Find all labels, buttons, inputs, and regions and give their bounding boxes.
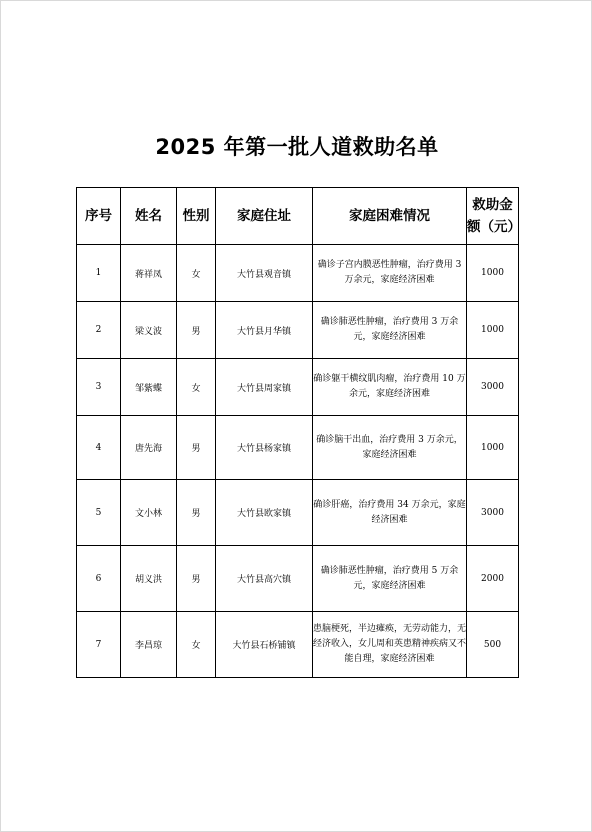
cell-name: 邹紫蝶 (121, 359, 177, 416)
header-name: 姓名 (121, 188, 177, 245)
cell-no: 2 (77, 302, 121, 359)
cell-no: 7 (77, 612, 121, 678)
cell-no: 5 (77, 480, 121, 546)
cell-situation: 患脑梗死，半边瘫痪，无劳动能力，无经济收入，女儿周和英患精神疾病又不能自理，家庭经济困难 (313, 612, 467, 678)
header-situation: 家庭困难情况 (313, 188, 467, 245)
cell-address: 大竹县杨家镇 (216, 416, 313, 480)
cell-amount: 1000 (467, 302, 519, 359)
cell-name: 梁义波 (121, 302, 177, 359)
cell-gender: 男 (177, 480, 216, 546)
cell-name: 胡义洪 (121, 546, 177, 612)
cell-address: 大竹县高穴镇 (216, 546, 313, 612)
cell-name: 蒋祥凤 (121, 245, 177, 302)
cell-gender: 男 (177, 302, 216, 359)
cell-address: 大竹县月华镇 (216, 302, 313, 359)
cell-gender: 男 (177, 546, 216, 612)
header-gender: 性别 (177, 188, 216, 245)
table-row (77, 359, 519, 416)
cell-gender: 女 (177, 359, 216, 416)
header-amount: 救助金额（元） (467, 188, 519, 245)
cell-amount: 2000 (467, 546, 519, 612)
header-address: 家庭住址 (216, 188, 313, 245)
cell-no: 6 (77, 546, 121, 612)
cell-situation: 确诊肺恶性肿瘤，治疗费用 5 万余元，家庭经济困难 (313, 546, 467, 612)
cell-address: 大竹县欧家镇 (216, 480, 313, 546)
cell-address: 大竹县石桥铺镇 (216, 612, 313, 678)
relief-list-table (76, 187, 519, 678)
cell-name: 李昌琼 (121, 612, 177, 678)
table-row (77, 302, 519, 359)
table-row (77, 546, 519, 612)
cell-address: 大竹县周家镇 (216, 359, 313, 416)
cell-amount: 3000 (467, 480, 519, 546)
cell-amount: 1000 (467, 416, 519, 480)
document-title: 2025 年第一批人道救助名单 (155, 135, 439, 159)
cell-situation: 确诊子宫内膜恶性肿瘤，治疗费用 3 万余元，家庭经济困难 (313, 245, 467, 302)
cell-no: 3 (77, 359, 121, 416)
table-header-row (77, 188, 519, 245)
cell-name: 唐先海 (121, 416, 177, 480)
table-row (77, 416, 519, 480)
table-row (77, 245, 519, 302)
cell-address: 大竹县观音镇 (216, 245, 313, 302)
cell-amount: 500 (467, 612, 519, 678)
cell-gender: 男 (177, 416, 216, 480)
table-row (77, 480, 519, 546)
cell-name: 文小林 (121, 480, 177, 546)
header-no: 序号 (77, 188, 121, 245)
cell-no: 1 (77, 245, 121, 302)
cell-situation: 确诊肺恶性肿瘤，治疗费用 3 万余元，家庭经济困难 (313, 302, 467, 359)
cell-amount: 3000 (467, 359, 519, 416)
cell-situation: 确诊脑干出血，治疗费用 3 万余元，家庭经济困难 (313, 416, 467, 480)
table-row (77, 612, 519, 678)
cell-situation: 确诊肝癌，治疗费用 34 万余元，家庭经济困难 (313, 480, 467, 546)
cell-situation: 确诊躯干横纹肌肉瘤，治疗费用 10 万余元，家庭经济困难 (313, 359, 467, 416)
cell-no: 4 (77, 416, 121, 480)
cell-gender: 女 (177, 245, 216, 302)
cell-amount: 1000 (467, 245, 519, 302)
cell-gender: 女 (177, 612, 216, 678)
